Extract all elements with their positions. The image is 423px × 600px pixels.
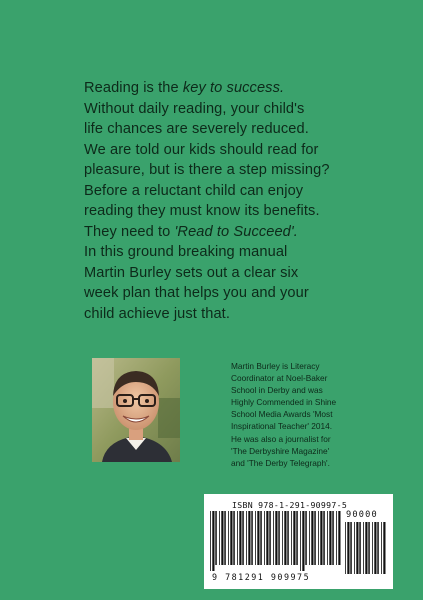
- barcode-bar: [275, 511, 277, 565]
- barcode-bar: [356, 522, 358, 574]
- bio-line: Martin Burley is Literacy: [231, 361, 320, 371]
- barcode-bar: [269, 511, 271, 565]
- barcode-bar: [363, 522, 364, 574]
- bio-line: Coordinator at Noel-Baker: [231, 373, 328, 384]
- barcode-bar: [338, 511, 340, 565]
- barcode-bar: [309, 511, 310, 565]
- barcode-bar: [311, 511, 313, 565]
- blurb-line: Without daily reading, your child's: [84, 100, 305, 117]
- barcode-bar: [287, 511, 289, 565]
- bio-line: Inspirational Teacher' 2014.: [231, 421, 333, 432]
- blurb-emphasis: key to success.: [182, 80, 285, 96]
- barcode-bar: [327, 511, 328, 565]
- barcode-bar: [242, 511, 244, 565]
- barcode-bar: [345, 522, 346, 574]
- barcode-bar: [320, 511, 322, 565]
- barcode-bar: [332, 511, 334, 565]
- blurb-line: week plan that helps you and your: [84, 285, 309, 301]
- blurb-line: life chances are severely reduced.: [84, 121, 309, 137]
- barcode-bar: [239, 511, 241, 565]
- barcode-bar: [347, 522, 349, 574]
- barcode-bar: [354, 522, 355, 574]
- barcode-bar: [318, 511, 319, 565]
- barcode-bar: [377, 522, 379, 574]
- barcode-bar: [372, 522, 373, 574]
- barcode-bar: [305, 511, 307, 565]
- barcode-bar: [212, 511, 214, 571]
- bio-line: Highly Commended in Shine: [231, 397, 337, 408]
- barcode-bar: [246, 511, 247, 565]
- bio-line: School Media Awards 'Most: [231, 409, 333, 420]
- addon-digits: 90000: [346, 510, 378, 520]
- blurb-emphasis: 'Read to Succeed'.: [174, 223, 298, 240]
- barcode-bar: [248, 511, 250, 565]
- barcode-bar: [350, 522, 352, 574]
- ean-digits: 9 781291 909975: [212, 572, 311, 582]
- author-photo: [92, 358, 180, 462]
- barcode-bar: [291, 511, 292, 565]
- barcode-bar: [336, 511, 337, 565]
- barcode-bar: [257, 511, 259, 565]
- barcode-bar: [260, 511, 262, 565]
- barcode-bar: [368, 522, 370, 574]
- bio-line: 'The Derbyshire Magazine': [231, 445, 330, 456]
- barcode-bar: [233, 511, 235, 565]
- blurb-line: We are told our kids should read for: [84, 141, 319, 158]
- barcode-bar: [383, 522, 385, 574]
- barcode-bar: [273, 511, 274, 565]
- barcode-bars-icon: [210, 511, 341, 571]
- barcode-bar: [219, 511, 220, 565]
- barcode-bar: [359, 522, 361, 574]
- barcode-bar: [266, 511, 268, 565]
- barcode-bar: [365, 522, 367, 574]
- barcode-bar: [314, 511, 316, 565]
- bio-line: School in Derby and was: [231, 385, 323, 396]
- barcode-bar: [302, 511, 304, 571]
- barcode-bar: [224, 511, 226, 565]
- blurb-line: They need to 'Read to Succeed'.: [84, 223, 298, 240]
- author-portrait-icon: [92, 358, 180, 462]
- barcode-bar: [329, 511, 331, 565]
- isbn-label: ISBN 978-1-291-90997-5: [232, 500, 348, 510]
- barcode-bar: [381, 522, 382, 574]
- barcode-bar: [264, 511, 265, 565]
- barcode-bar: [230, 511, 232, 565]
- barcode-bar: [210, 511, 211, 571]
- bio-line: and 'The Derby Telegraph'.: [231, 457, 330, 468]
- author-bio: [231, 360, 391, 469]
- blurb-line: Before a reluctant child can enjoy: [84, 182, 304, 199]
- blurb-line: pleasure, but is there a step missing?: [84, 162, 330, 178]
- bio-line: He was also a journalist for: [231, 433, 331, 444]
- barcode-bar: [228, 511, 229, 565]
- barcode-bar: [374, 522, 376, 574]
- blurb-line: reading they must know its benefits.: [84, 203, 320, 219]
- barcode-bar: [255, 511, 256, 565]
- barcode-bar: [251, 511, 253, 565]
- barcode-bar: [293, 511, 295, 565]
- barcode-bar: [221, 511, 223, 565]
- addon-barcode-bars-icon: [345, 522, 387, 580]
- blurb-line: Martin Burley sets out a clear six: [84, 264, 299, 281]
- blurb-line: child achieve just that.: [84, 305, 230, 322]
- blurb-line: Reading is the key to success.: [84, 80, 285, 96]
- blurb-line: In this ground breaking manual: [84, 244, 288, 260]
- barcode-bar: [296, 511, 298, 565]
- barcode-bar: [278, 511, 280, 565]
- isbn-barcode: [204, 494, 393, 589]
- barcode-bar: [215, 511, 217, 565]
- barcode-bar: [237, 511, 238, 565]
- barcode-bar: [282, 511, 283, 565]
- barcode-bar: [284, 511, 286, 565]
- back-cover-blurb: [84, 78, 384, 324]
- barcode-bar: [300, 511, 301, 571]
- barcode-bar: [323, 511, 325, 565]
